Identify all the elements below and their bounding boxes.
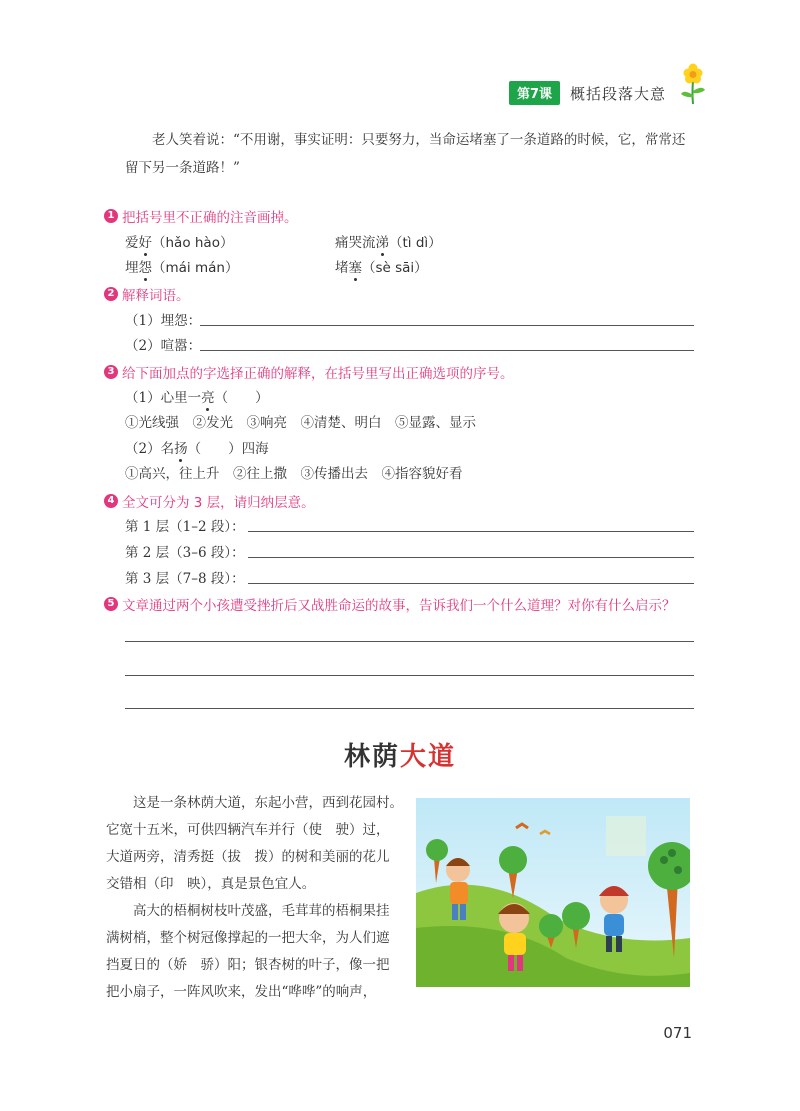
story-title: 林荫大道 [343,742,457,772]
story-line: 交错相（印 映），真是景色宜人。 [106,876,316,892]
definition-label: （2）喧嚣： [125,338,202,354]
question-text: 解释词语。 [122,288,190,304]
option-list: ①光线强 ②发光 ③响亮 ④清楚、明白 ⑤显露、显示 [125,415,476,431]
answer-line[interactable] [125,708,694,709]
flower-icon [678,61,708,105]
sub-question: （2）名扬（ ）四海 [125,437,269,457]
answer-line[interactable] [200,325,694,326]
question-number: 4 [104,494,118,508]
answer-line[interactable] [248,531,694,532]
lesson-header [509,81,708,105]
lesson-badge: 第7课 [509,81,560,105]
question-number: 2 [104,287,118,301]
pinyin-item: 埋怨（mái mán） [125,256,238,276]
answer-line[interactable] [248,583,694,584]
page-number: 071 [663,1024,692,1042]
question-number: 5 [104,597,118,611]
layer-label: 第 1 层（1–2 段）： [125,519,245,535]
question-number: 3 [104,365,118,379]
story-line: 大道两旁，清秀挺（拔 拨）的树和美丽的花儿 [106,849,390,865]
story-line: 满树梢，整个树冠像撑起的一把大伞，为人们遮 [106,930,390,946]
answer-line[interactable] [125,675,694,676]
sub-question: （1）心里一亮（ ） [125,386,269,406]
question-text: 把括号里不正确的注音画掉。 [122,210,298,226]
question-text: 给下面加点的字选择正确的解释，在括号里写出正确选项的序号。 [122,366,514,382]
pinyin-item: 爱好（hǎo hào） [125,231,233,251]
children-playing-illustration [416,798,690,987]
question-5 [104,594,676,614]
story-line: 挡夏日的（娇 骄）阳；银杏树的叶子，像一把 [106,957,390,973]
pinyin-item: 堵塞（sè sāi） [335,256,428,276]
answer-line[interactable] [125,641,694,642]
answer-line[interactable] [200,350,694,351]
layer-label: 第 2 层（3–6 段）： [125,545,245,561]
question-1 [104,206,298,226]
question-number: 1 [104,209,118,223]
intro-paragraph: 老人笑着说：“不用谢，事实证明：只要努力，当命运堵塞了一条道路的时候，它，常常还留下另一条道路！” [125,132,686,176]
question-3 [104,362,514,382]
question-4 [104,491,315,511]
story-line: 这是一条林荫大道，东起小营，西到花园村。 [106,795,403,811]
story-line: 把小扇子，一阵风吹来，发出“哗哗”的响声， [106,984,377,1000]
pinyin-item: 痛哭流涕（tì dì） [335,231,442,251]
question-text: 全文可分为 3 层，请归纳层意。 [122,495,315,511]
lesson-title: 概括段落大意 [569,84,666,103]
option-list: ①高兴，往上升 ②往上撒 ③传播出去 ④指容貌好看 [125,466,463,482]
answer-line[interactable] [248,557,694,558]
layer-label: 第 3 层（7–8 段）： [125,571,245,587]
definition-label: （1）埋怨： [125,313,202,329]
story-line: 高大的梧桐树枝叶茂盛，毛茸茸的梧桐果挂 [106,903,390,919]
question-2 [104,284,190,304]
story-line: 它宽十五米，可供四辆汽车并行（使 驶）过， [106,822,390,838]
question-text: 文章通过两个小孩遭受挫折后又战胜命运的故事，告诉我们一个什么道理？对你有什么启示？ [122,598,676,614]
